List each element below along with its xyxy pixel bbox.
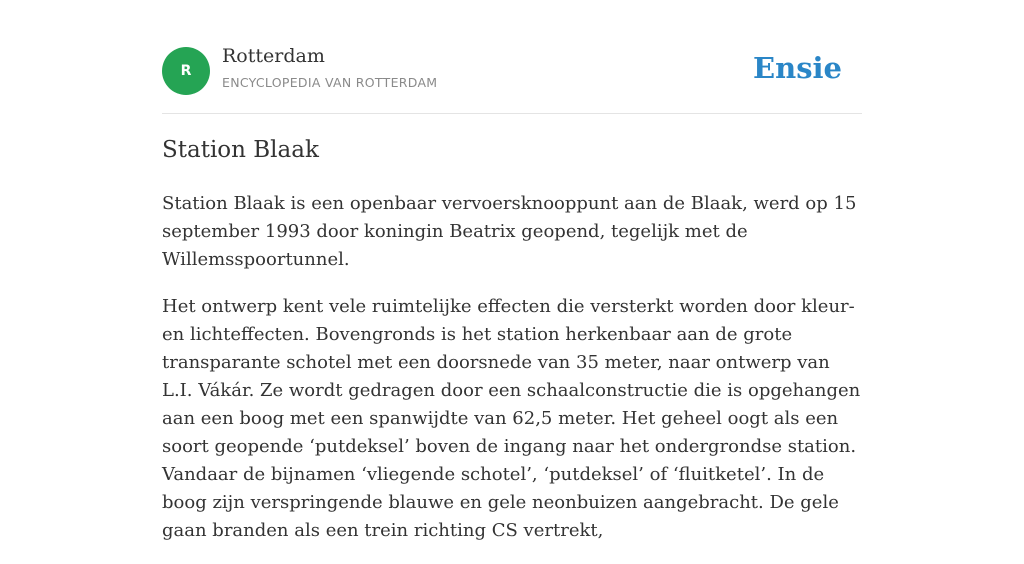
site-subtitle: ENCYCLOPEDIA VAN ROTTERDAM [222, 75, 438, 90]
content-column [162, 0, 862, 541]
avatar[interactable]: R [162, 47, 210, 95]
article-paragraph: Station Blaak is een openbaar vervoersknooppunt aan de Blaak, werd op 15 september 1993 door koningin Beatrix geopend, tegelijk met de Willemsspoortunnel. [162, 193, 857, 270]
brand-logo-link[interactable]: Ensie [753, 51, 842, 85]
article-paragraph: Het ontwerp kent vele ruimtelijke effecten die versterkt worden door kleur- en lichteffecten. Bovengronds is het station herkenbaar aan de grote transparante schotel met een doorsnede van 35 meter, naar ontwerp van L.I. Vákár. Ze wordt gedragen door een schaalconstructie die is opgehangen aan een boog met een spanwijdte van 62,5 meter. Het geheel oogt als een soort geopende ‘putdeksel’ boven de ingang naar het ondergrondse station. Vandaar de bijnamen ‘vliegende schotel’, ‘putdeksel’ of ‘fluitketel’. In de boog zijn verspringende blauwe en gele neonbuizen aangebracht. De gele gaan branden als een trein richting CS vertrekt, [162, 296, 861, 541]
site-header [162, 0, 862, 114]
page-title: Station Blaak [162, 137, 319, 163]
site-name-link[interactable]: Rotterdam [222, 45, 325, 67]
article-body [162, 190, 862, 564]
